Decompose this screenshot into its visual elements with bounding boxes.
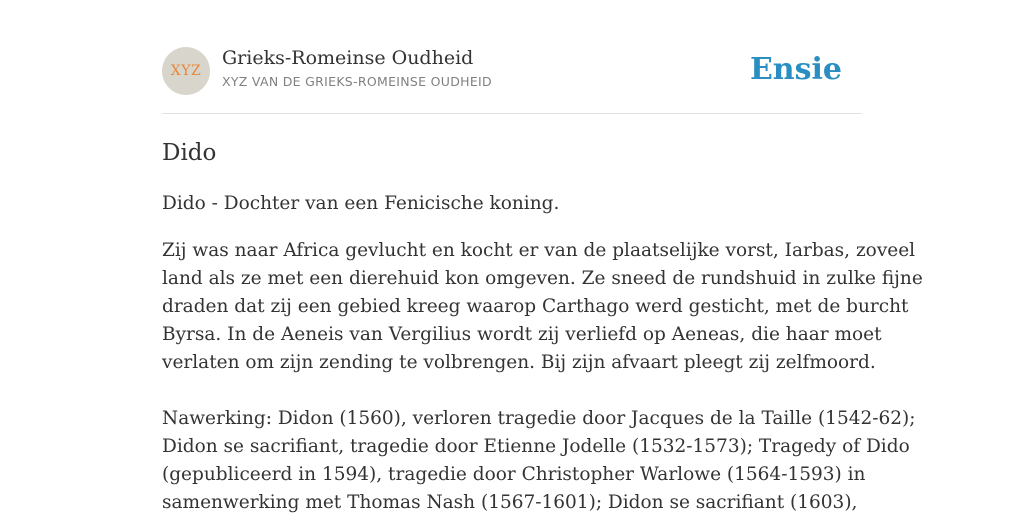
- header: [162, 46, 862, 96]
- body-line: Zij was naar Africa gevlucht en kocht er van de plaatselijke vorst, Iarbas, zoveel: [162, 240, 916, 261]
- xyz-avatar-icon[interactable]: [162, 47, 210, 95]
- entry-lead: Dido - Dochter van een Fenicische koning.: [162, 193, 560, 214]
- body-line: land als ze met een dierehuid kon omgeven. Ze sneed de rundshuid in zulke fijne: [162, 268, 923, 289]
- header-divider: [162, 113, 862, 114]
- avatar-text: XYZ: [170, 63, 202, 79]
- entry-body: [162, 237, 923, 517]
- nawerking-line: samenwerking met Thomas Nash (1567-1601); Didon se sacrifiant (1603),: [162, 492, 858, 513]
- paragraph-gap: [162, 377, 862, 405]
- entry-card: [162, 0, 923, 513]
- entry-title: Dido: [162, 140, 217, 166]
- nawerking-line: Didon se sacrifiant, tragedie door Etienne Jodelle (1532-1573); Tragedy of Dido: [162, 436, 910, 457]
- body-line: verlaten om zijn zending te volbrengen. Bij zijn afvaart pleegt zij zelfmoord.: [162, 352, 876, 373]
- ensie-logo[interactable]: Ensie: [749, 52, 842, 87]
- collection-title[interactable]: Grieks-Romeinse Oudheid: [222, 47, 474, 69]
- nawerking-line: (gepubliceerd in 1594), tragedie door Christopher Warlowe (1564-1593) in: [162, 464, 866, 485]
- nawerking-line: Nawerking: Didon (1560), verloren tragedie door Jacques de la Taille (1542-62);: [162, 408, 916, 429]
- collection-subtitle: XYZ VAN DE GRIEKS-ROMEINSE OUDHEID: [222, 74, 492, 89]
- body-line: draden dat zij een gebied kreeg waarop Carthago werd gesticht, met de burcht: [162, 296, 909, 317]
- entry-content: [162, 190, 923, 517]
- body-line: Byrsa. In de Aeneis van Vergilius wordt zij verliefd op Aeneas, die haar moet: [162, 324, 882, 345]
